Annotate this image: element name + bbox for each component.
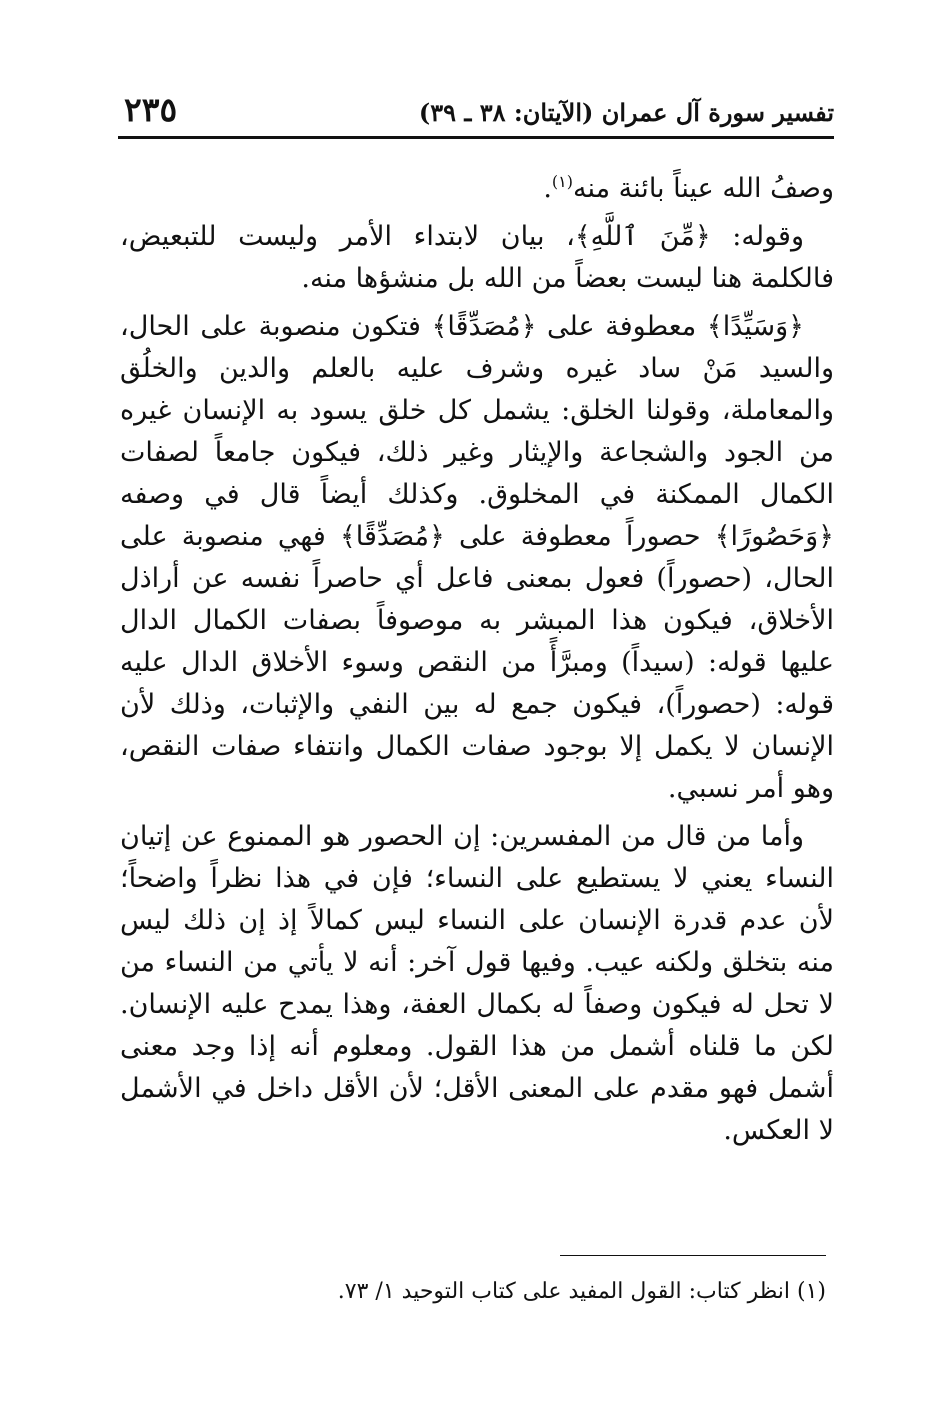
footnote: (١) انظر كتاب: القول المفيد على كتاب التوحيد ١/ ٧٣. [337,1279,826,1304]
header-divider [118,136,834,139]
page-number: ٢٣٥ [124,90,178,129]
running-title: تفسير سورة آل عمران (الآيتان: ٣٨ ـ ٣٩) [418,98,834,127]
page-header [118,88,834,132]
paragraph-2: وقوله: ﴿مِّنَ ٱللَّهِ﴾، بيان لابتداء الأمر وليست للتبعيض، فالكلمة هنا ليست بعضاً من الله بل منشؤها منه. [120,221,834,294]
paragraph-4: وأما من قال من المفسرين: إن الحصور هو الممنوع عن إتيان النساء يعني لا يستطيع على النساء؛ فإن في هذا نظراً واضحاً؛ لأن عدم قدرة الإنسان على النساء ليس كمالاً إذ إن ذلك ليس منه بتخلق ولكنه عيب. وفيها قول آخر: أنه لا يأتي من النساء من لا تحل له فيكون وصفاً له بكمال العفة، وهذا يمدح عليه الإنسان. لكن ما قلناه أشمل من هذا القول. ومعلوم أنه إذا وجد معنى أشمل فهو مقدم على المعنى الأقل؛ لأن الأقل داخل في الأشمل لا العكس. [120,821,834,1146]
paragraph-3: ﴿وَسَيِّدًا﴾ معطوفة على ﴿مُصَدِّقًا﴾ فتكون منصوبة على الحال، والسيد مَنْ ساد غيره وشرف عليه بالعلم والدين والخلُق والمعاملة، وقولنا الخلق: يشمل كل خلق يسود به الإنسان غيره من الجود والشجاعة والإيثار وغير ذلك، فيكون جامعاً لصفات الكمال الممكنة في المخلوق. وكذلك أيضاً قال في وصفه ﴿وَحَصُورًا﴾ حصوراً معطوفة على ﴿مُصَدِّقًا﴾ فهي منصوبة على الحال، (حصوراً) فعول بمعنى فاعل أي حاصراً نفسه عن أراذل الأخلاق، فيكون هذا المبشر به موصوفاً بصفات الكمال الدال عليها قوله: (سيداً) ومبرَّأً من النقص وسوء الأخلاق الدال عليه قوله: (حصوراً)، فيكون جمع له بين النفي والإثبات، وذلك لأن الإنسان لا يكمل إلا بوجود صفات الكمال وانتفاء صفات النقص، وهو أمر نسبي. [120,311,834,804]
paragraph-1-end: . [543,173,552,204]
main-text [120,168,834,1158]
paragraph-1-text: وصفُ الله عيناً بائنة منه [573,173,834,204]
footnote-divider [560,1255,826,1256]
paragraph-1 [120,168,834,210]
footnote-reference: (١) [551,172,574,191]
